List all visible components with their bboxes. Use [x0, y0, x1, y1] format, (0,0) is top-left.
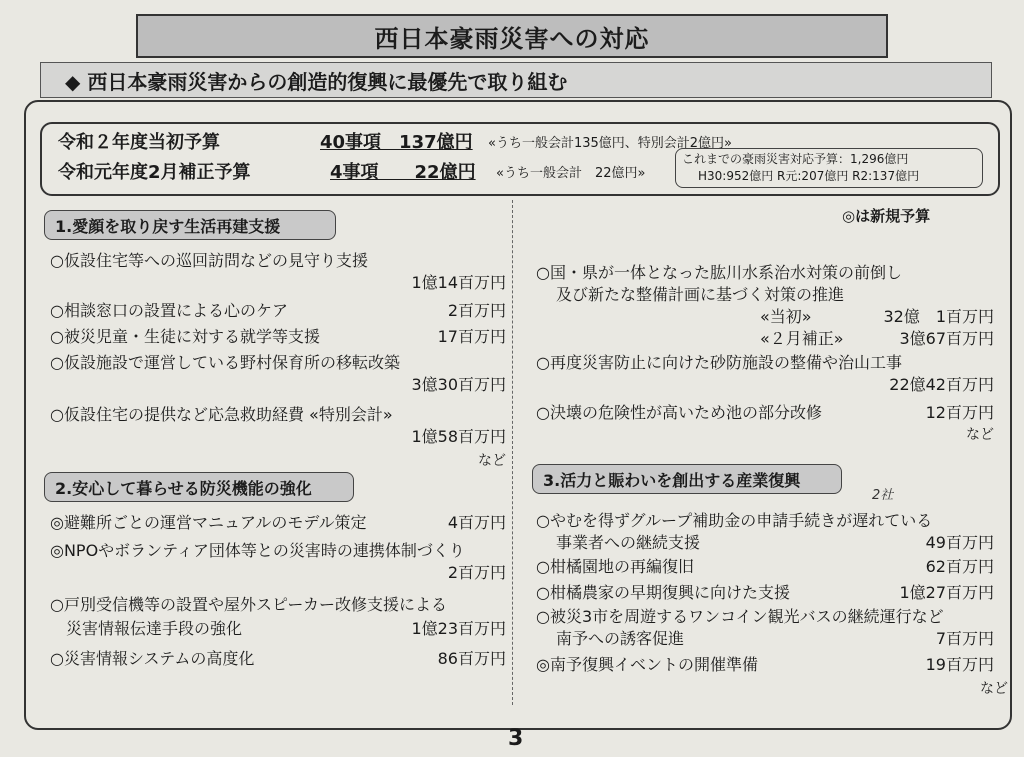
new-budget-legend: ◎は新規予算	[842, 207, 931, 225]
section1-heading: 1.愛顔を取り戻す生活再建支援	[44, 210, 336, 240]
budget-line1-note: «うち一般会計135億円、特別会計2億円»	[488, 136, 732, 151]
s3-item3-amount: 1億27百万円	[899, 583, 994, 602]
history-breakdown: H30:952億円 R元:207億円 R2:137億円	[698, 169, 920, 183]
s1-item4-text: ○仮設施設で運営している野村保育所の移転改築	[50, 353, 400, 372]
s3-item1-text2: 事業者への継続支援	[556, 533, 701, 552]
s3-etc: など	[980, 681, 1008, 697]
s3-item5-amount: 19百万円	[925, 655, 994, 674]
column-divider	[512, 200, 513, 705]
r1-item3-amount: 12百万円	[925, 403, 994, 422]
section3-heading: 3.活力と賑わいを創出する産業復興	[532, 464, 842, 494]
r1-sub1-amount: 32億 1百万円	[883, 307, 994, 326]
s1-item1-text: ○仮設住宅等への巡回訪問などの見守り支援	[50, 251, 368, 270]
s2-item3-amount: 1億23百万円	[411, 619, 506, 638]
r1-item1-text: ○国・県が一体となった肱川水系治水対策の前倒し	[536, 263, 902, 282]
s2-item4-amount: 86百万円	[437, 649, 506, 668]
s1-etc: など	[478, 453, 506, 469]
s3-item1-amount: 49百万円	[925, 533, 994, 552]
s1-item5-amount: 1億58百万円	[411, 427, 506, 446]
s3-item4-text: ○被災3市を周遊するワンコイン観光バスの継続運行など	[536, 607, 944, 626]
s2-item2-amount: 2百万円	[447, 563, 506, 582]
s1-item3-text: ○被災児童・生徒に対する就学等支援	[50, 327, 320, 346]
budget-line2-value: 4事項 22億円	[330, 162, 476, 183]
s2-item2-text: ◎NPOやボランティア団体等との災害時の連携体制づくり	[50, 541, 465, 560]
s2-item3-text2: 災害情報伝達手段の強化	[66, 619, 243, 638]
r1-item3-text: ○決壊の危険性が高いため池の部分改修	[536, 403, 822, 422]
r1-item2-amount: 22億42百万円	[889, 375, 994, 394]
page-title: 西日本豪雨災害への対応	[136, 14, 888, 58]
budget-line1-label: 令和２年度当初予算	[58, 132, 220, 153]
s1-item1-amount: 1億14百万円	[411, 273, 506, 292]
history-total: これまでの豪雨災害対応予算：1,296億円	[682, 152, 909, 166]
budget-line1-value: 40事項 137億円	[320, 132, 473, 153]
budget-line2-label: 令和元年度2月補正予算	[58, 162, 251, 183]
s2-item1-amount: 4百万円	[447, 513, 506, 532]
s3-item2-amount: 62百万円	[925, 557, 994, 576]
budget-line2-note: «うち一般会計 22億円»	[496, 166, 646, 181]
s1-item4-amount: 3億30百万円	[411, 375, 506, 394]
s2-item3-text: ○戸別受信機等の設置や屋外スピーカー改修支援による	[50, 595, 448, 614]
r1-item1-text2: 及び新たな整備計画に基づく対策の推進	[556, 285, 845, 304]
s3-item1-text: ○やむを得ずグループ補助金の申請手続きが遅れている	[536, 511, 933, 530]
r1-sub2-amount: 3億67百万円	[899, 329, 994, 348]
s3-item4-text2: 南予への誘客促進	[556, 629, 685, 648]
handwritten-annotation: 2社	[872, 488, 894, 503]
r1-etc: など	[966, 427, 994, 443]
s3-item3-text: ○柑橘農家の早期復興に向けた支援	[536, 583, 790, 602]
s2-item1-text: ◎避難所ごとの運営マニュアルのモデル策定	[50, 513, 367, 532]
r1-sub2-label: «２月補正»	[760, 329, 844, 348]
s3-item5-text: ◎南予復興イベントの開催準備	[536, 655, 758, 674]
budget-history-box	[675, 148, 983, 188]
s2-item4-text: ○災害情報システムの高度化	[50, 649, 255, 668]
section2-heading: 2.安心して暮らせる防災機能の強化	[44, 472, 354, 502]
s3-item2-text: ○柑橘園地の再編復旧	[536, 557, 694, 576]
r1-item2-text: ○再度災害防止に向けた砂防施設の整備や治山工事	[536, 353, 902, 372]
s1-item2-text: ○相談窓口の設置による心のケア	[50, 301, 288, 320]
subtitle-banner: ◆ 西日本豪雨災害からの創造的復興に最優先で取り組む	[40, 62, 992, 98]
r1-sub1-label: «当初»	[760, 307, 812, 326]
page-number: 3	[508, 726, 524, 751]
s3-item4-amount: 7百万円	[935, 629, 994, 648]
s1-item3-amount: 17百万円	[437, 327, 506, 346]
s1-item5-text: ○仮設住宅の提供など応急救助経費 «特別会計»	[50, 405, 393, 424]
s1-item2-amount: 2百万円	[447, 301, 506, 320]
